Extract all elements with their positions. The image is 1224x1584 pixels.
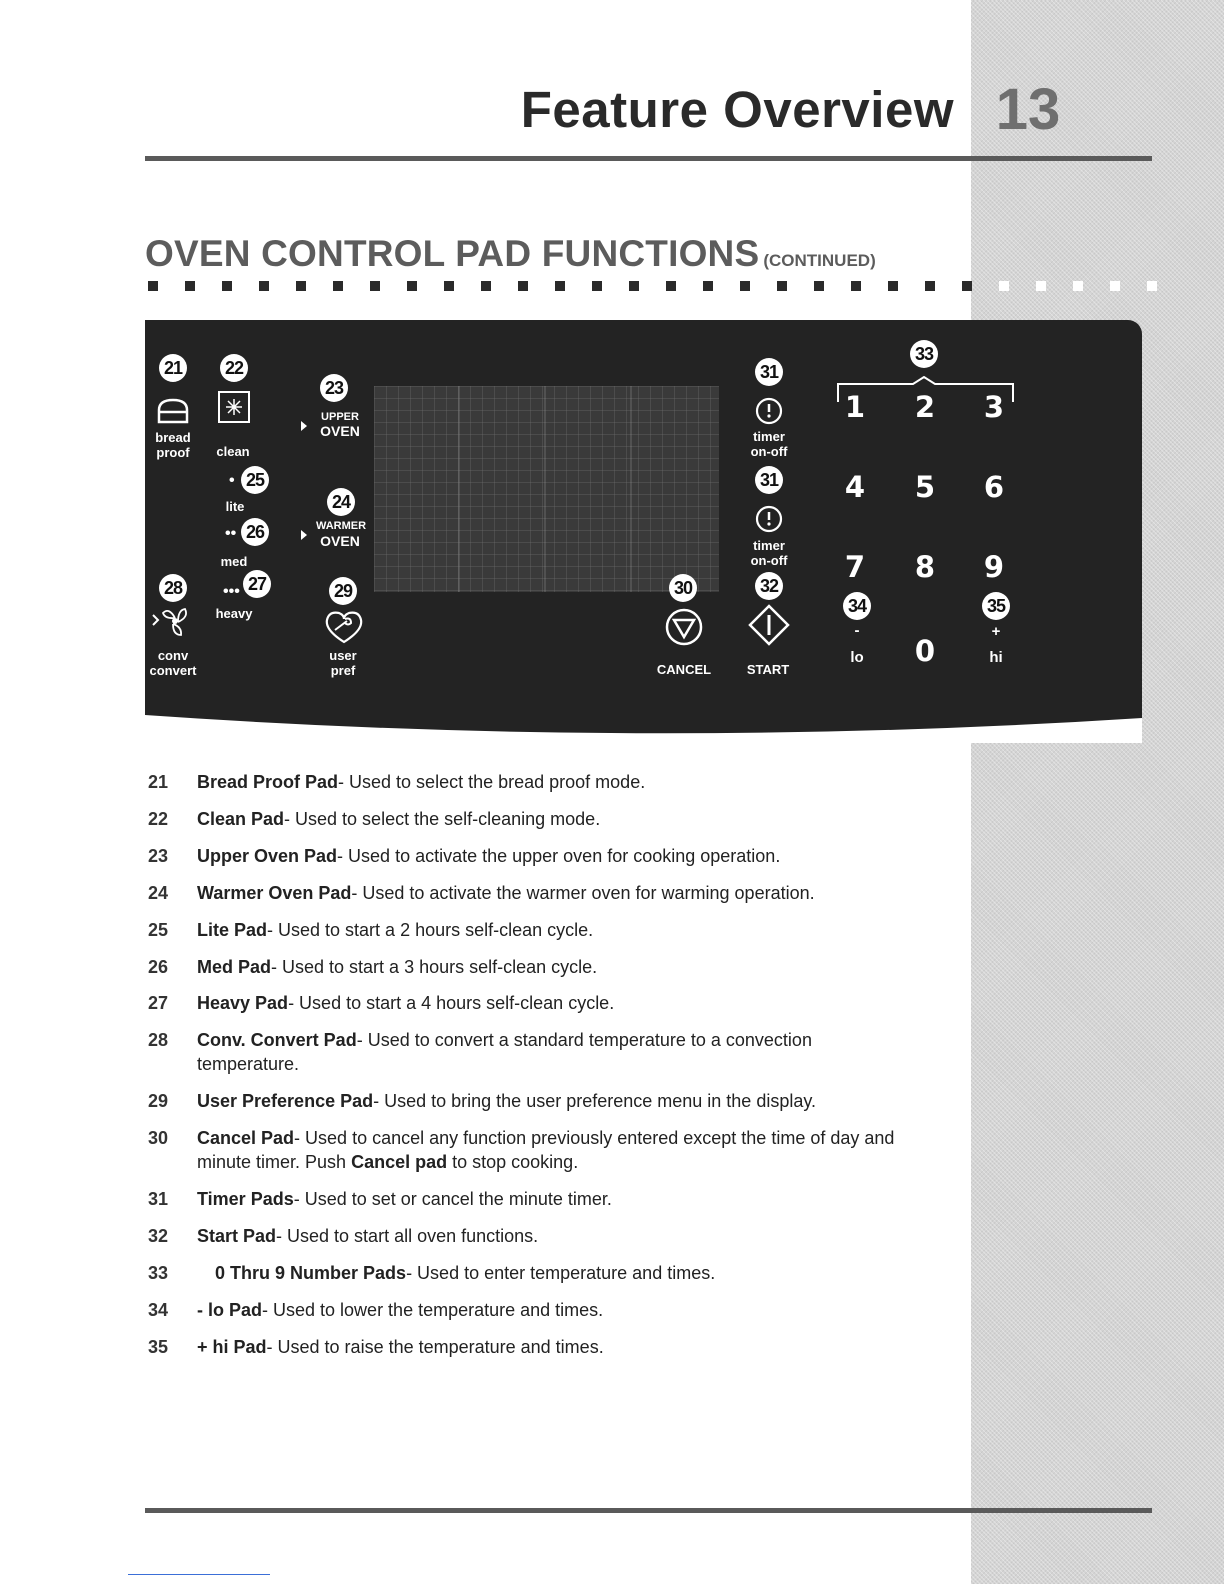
- item-name: + hi Pad: [197, 1337, 267, 1357]
- key-0[interactable]: 0: [914, 634, 936, 668]
- bread-label: bread: [155, 430, 191, 445]
- section-subtitle: (CONTINUED): [763, 251, 876, 270]
- item-number: 30: [148, 1128, 169, 1148]
- item-name: Upper Oven Pad: [197, 846, 338, 866]
- key-4[interactable]: 4: [844, 470, 866, 504]
- item-number: 25: [148, 920, 169, 940]
- callout-33: 33: [910, 340, 938, 368]
- item-desc: - Used to activate the upper oven for cooking operation.: [337, 846, 781, 866]
- upper-oven-label[interactable]: OVEN: [320, 423, 360, 439]
- list-item: [148, 881, 948, 918]
- list-item: [148, 1187, 948, 1224]
- key-1[interactable]: 1: [844, 390, 866, 424]
- footer-link-underline: [128, 1574, 270, 1575]
- item-number: 26: [148, 957, 169, 977]
- item-number: 33: [148, 1263, 169, 1283]
- callout-32: 32: [755, 572, 783, 600]
- pref-label: pref: [330, 663, 356, 678]
- med-label[interactable]: med: [220, 554, 248, 569]
- callout-27: 27: [243, 570, 271, 598]
- item-number: 23: [148, 846, 169, 866]
- item-desc: - Used to cancel any function previously entered except the time of day and minute timer. Push: [197, 1128, 895, 1172]
- list-item: [148, 770, 948, 807]
- item-desc: - Used to start all oven functions.: [276, 1226, 539, 1246]
- item-name: Heavy Pad: [197, 993, 289, 1013]
- callout-31-upper: 31: [755, 358, 783, 386]
- item-desc: - Used to select the bread proof mode.: [338, 772, 646, 792]
- on-off-label-upper: on-off: [750, 444, 788, 459]
- callout-26: 26: [241, 518, 269, 546]
- item-number: 28: [148, 1030, 169, 1050]
- section-title: OVEN CONTROL PAD FUNCTIONS: [145, 233, 760, 274]
- lite-label[interactable]: lite: [225, 499, 245, 514]
- bread-icon[interactable]: [155, 396, 191, 426]
- header-rule: [145, 156, 1152, 161]
- item-name: Warmer Oven Pad: [197, 883, 352, 903]
- item-number: 27: [148, 993, 169, 1013]
- warmer-label: WARMER: [315, 520, 367, 532]
- lo-label[interactable]: lo: [850, 649, 864, 666]
- key-9[interactable]: 9: [983, 550, 1005, 584]
- item-number: 32: [148, 1226, 169, 1246]
- callout-30: 30: [669, 574, 697, 602]
- item-number: 34: [148, 1300, 169, 1320]
- item-name: Clean Pad: [197, 809, 285, 829]
- item-name: Conv. Convert Pad: [197, 1030, 357, 1050]
- item-desc: - Used to start a 3 hours self-clean cycle.: [271, 957, 598, 977]
- cancel-label[interactable]: CANCEL: [656, 662, 712, 677]
- timer-label-lower: timer: [753, 538, 785, 553]
- item-desc: - Used to enter temperature and times.: [406, 1263, 716, 1283]
- item-desc: - Used to activate the warmer oven for warming operation.: [351, 883, 815, 903]
- hi-sign-label: +: [991, 623, 1001, 640]
- callout-21: 21: [159, 354, 187, 382]
- fan-icon[interactable]: [151, 605, 191, 637]
- item-number: 31: [148, 1189, 169, 1209]
- hi-label[interactable]: hi: [989, 649, 1003, 666]
- section-heading: [145, 233, 876, 275]
- item-desc: - Used to start a 2 hours self-clean cycle.: [267, 920, 594, 940]
- item-name: 0 Thru 9 Number Pads: [215, 1263, 407, 1283]
- list-item: [148, 1028, 948, 1089]
- item-desc: - Used to set or cancel the minute timer.: [293, 1189, 612, 1209]
- item-name: Timer Pads: [197, 1189, 294, 1209]
- page-number: 13: [995, 77, 1061, 142]
- item-desc: - Used to select the self-cleaning mode.: [284, 809, 601, 829]
- item-name-inline: Cancel pad: [351, 1152, 448, 1172]
- display-window: [374, 386, 719, 592]
- page-header-title: Feature Overview: [520, 81, 954, 138]
- key-8[interactable]: 8: [914, 550, 936, 584]
- warmer-oven-arrow-icon: [301, 530, 307, 540]
- footer-rule: [145, 1508, 1152, 1513]
- list-item: [148, 844, 948, 881]
- callout-25: 25: [241, 466, 269, 494]
- upper-label: UPPER: [321, 411, 359, 423]
- callout-23: 23: [320, 374, 348, 402]
- list-item: [148, 1224, 948, 1261]
- callout-34: 34: [843, 592, 871, 620]
- item-number: 21: [148, 772, 169, 792]
- item-number: 29: [148, 1091, 169, 1111]
- upper-oven-arrow-icon: [301, 421, 307, 431]
- proof-label: proof: [156, 445, 190, 460]
- item-name: Cancel Pad: [197, 1128, 295, 1148]
- list-item: [148, 1126, 948, 1187]
- timer-icon[interactable]: [754, 396, 784, 426]
- heavy-dots-icon: •••: [223, 583, 240, 600]
- oven-control-panel: [145, 320, 1142, 743]
- callout-31-lower: 31: [755, 466, 783, 494]
- on-off-label-lower: on-off: [750, 553, 788, 568]
- med-dots-icon: ••: [225, 525, 237, 542]
- user-pref-icon[interactable]: [321, 608, 367, 646]
- callout-24: 24: [327, 488, 355, 516]
- list-item: [148, 1298, 948, 1335]
- list-item: [148, 991, 948, 1028]
- list-item: [148, 1089, 948, 1126]
- item-name: Start Pad: [197, 1226, 277, 1246]
- start-icon[interactable]: [748, 604, 790, 646]
- timer-icon[interactable]: [754, 504, 784, 534]
- key-5[interactable]: 5: [914, 470, 936, 504]
- convert-label: convert: [149, 663, 197, 678]
- item-name: - lo Pad: [197, 1300, 263, 1320]
- item-number: 35: [148, 1337, 169, 1357]
- start-label[interactable]: START: [746, 662, 790, 677]
- timer-label-upper: timer: [753, 429, 785, 444]
- cancel-icon[interactable]: [664, 607, 704, 647]
- list-item: [148, 1335, 948, 1372]
- lite-dot-icon: •: [229, 472, 235, 489]
- clean-icon[interactable]: [217, 390, 251, 424]
- key-2[interactable]: 2: [914, 390, 936, 424]
- key-6[interactable]: 6: [983, 470, 1005, 504]
- key-3[interactable]: 3: [983, 390, 1005, 424]
- item-name: User Preference Pad: [197, 1091, 374, 1111]
- item-desc: - Used to bring the user preference menu in the display.: [373, 1091, 817, 1111]
- heavy-label[interactable]: heavy: [215, 606, 253, 621]
- item-desc: - Used to start a 4 hours self-clean cycle.: [288, 993, 615, 1013]
- item-name: Lite Pad: [197, 920, 268, 940]
- clean-label: clean: [216, 444, 250, 459]
- item-desc: - Used to lower the temperature and times.: [262, 1300, 604, 1320]
- list-item: [148, 807, 948, 844]
- lo-sign-label: -: [854, 622, 860, 639]
- list-item: [148, 1261, 948, 1298]
- list-item: [148, 955, 948, 991]
- item-number: 22: [148, 809, 169, 829]
- list-item: [148, 918, 948, 955]
- item-desc: - Used to convert a standard temperature to a convection temperature.: [197, 1030, 812, 1074]
- item-desc: - Used to raise the temperature and times.: [266, 1337, 604, 1357]
- conv-label: conv: [157, 648, 189, 663]
- item-name: Bread Proof Pad: [197, 772, 339, 792]
- key-7[interactable]: 7: [844, 550, 866, 584]
- callout-22: 22: [220, 354, 248, 382]
- item-number: 24: [148, 883, 169, 903]
- dotted-divider: [148, 281, 1158, 295]
- callout-28: 28: [159, 574, 187, 602]
- side-band: [971, 0, 1224, 1584]
- item-name: Med Pad: [197, 957, 272, 977]
- callout-29: 29: [329, 577, 357, 605]
- pad-description-list: [148, 770, 948, 1372]
- user-label: user: [329, 648, 357, 663]
- warmer-oven-label[interactable]: OVEN: [320, 533, 360, 549]
- callout-35: 35: [982, 592, 1010, 620]
- item-desc-tail: to stop cooking.: [447, 1152, 579, 1172]
